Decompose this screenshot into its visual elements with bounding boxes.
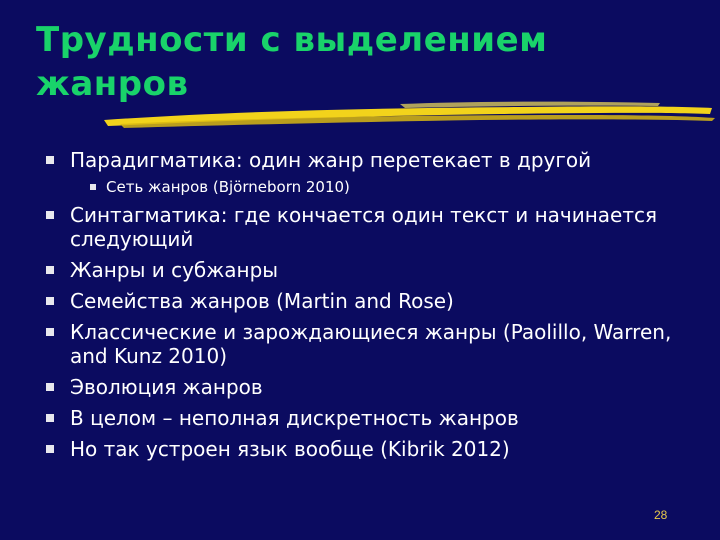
- list-item: [46, 148, 686, 196]
- bullet-text: Классические и зарождающиеся жанры (Paolillo, Warren, and Kunz 2010): [70, 320, 672, 368]
- square-bullet-icon: [46, 414, 54, 422]
- list-item: [46, 437, 686, 461]
- sub-list-item: [70, 178, 686, 196]
- bullet-text: Жанры и субжанры: [70, 258, 279, 282]
- list-item: [46, 258, 686, 282]
- list-item: [46, 289, 686, 313]
- sub-bullet-text: Сеть жанров (Björneborn 2010): [106, 178, 350, 196]
- list-item: [46, 320, 686, 368]
- bullet-text: Семейства жанров (Martin and Rose): [70, 289, 454, 313]
- square-bullet-icon: [46, 383, 54, 391]
- bullet-text: Парадигматика: один жанр перетекает в другой: [70, 148, 592, 172]
- title-underline-brushstroke: [100, 98, 720, 130]
- page-number: 28: [654, 508, 668, 522]
- square-bullet-icon: [46, 266, 54, 274]
- bullet-text: Синтагматика: где кончается один текст и начинается следующий: [70, 203, 658, 251]
- list-item: [46, 203, 686, 251]
- bullet-text: Эволюция жанров: [70, 375, 263, 399]
- list-item: [46, 406, 686, 430]
- slide-title: Трудности с выделением жанров: [36, 20, 548, 104]
- bullet-text: Но так устроен язык вообще (Kibrik 2012): [70, 437, 510, 461]
- square-bullet-icon: [46, 445, 54, 453]
- bullet-list: [46, 148, 686, 468]
- list-item: [46, 375, 686, 399]
- bullet-text: В целом – неполная дискретность жанров: [70, 406, 519, 430]
- square-bullet-icon: [46, 211, 54, 219]
- square-bullet-icon: [90, 184, 96, 190]
- square-bullet-icon: [46, 297, 54, 305]
- square-bullet-icon: [46, 156, 54, 164]
- square-bullet-icon: [46, 328, 54, 336]
